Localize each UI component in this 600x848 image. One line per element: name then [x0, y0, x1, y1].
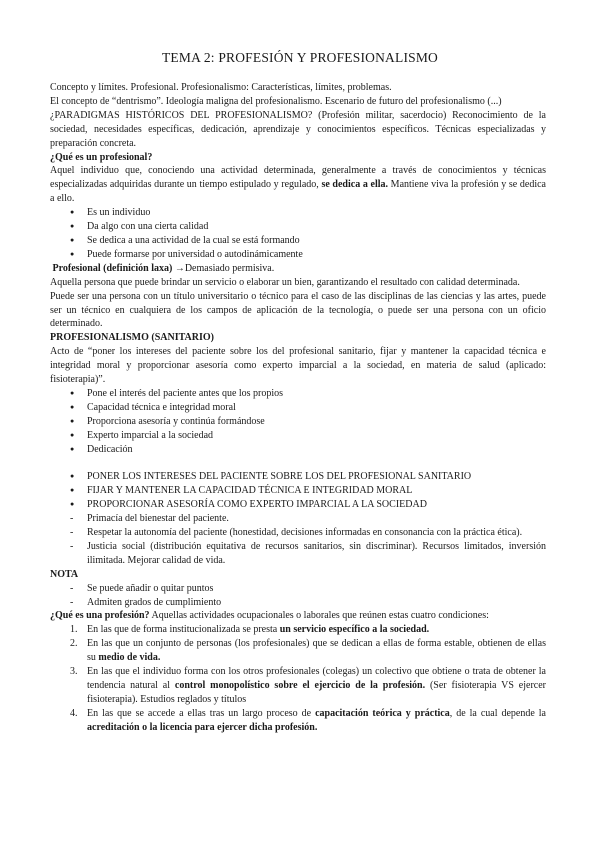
intro-line-2: El concepto de “dentrismo”. Ideología maligna del profesionalismo. Escenario de futuro del profesionalismo (...): [50, 95, 502, 107]
item-number: 4.: [70, 707, 78, 719]
profesional-bullets: [50, 206, 546, 262]
profesional-heading: ¿Qué es un profesional?: [50, 151, 153, 163]
sanitario-definition: Acto de “poner los intereses del paciente sobre los del profesional sanitario, fijar y mantener la capacidad técnica e integridad moral y proporcionar asesoría como experto imparcial a la sociedad, en materia de salud (aplicado: fisioterapia)”.: [50, 346, 546, 386]
intro-line-1: Concepto y límites. Profesional. Profesionalismo: Características, límites, problemas.: [50, 82, 392, 93]
item-text: En las que un conjunto de personas (los profesionales) que se dedican a ellas de forma estable, obtienen de ellas su: [87, 638, 546, 664]
profesional-text-a: Aquel individuo que, conociendo una actividad determinada, generalmente a través de conocimientos y técnicas especializadas adquiridas durante un tiempo estipulado y regulado,: [50, 165, 546, 191]
list-item: ● Dedicación: [50, 443, 546, 457]
profesional-definition: [50, 164, 546, 206]
list-item: ● Es un individuo: [50, 206, 546, 220]
laxa-heading-line: [50, 262, 546, 276]
profesional-text-b: Mantiene viva la profesión y se dedica a ello.: [50, 179, 546, 205]
list-item: [50, 665, 546, 707]
list-item: - Primacía del bienestar del paciente.: [50, 512, 546, 526]
item-bold-2: acreditación o la licencia para ejercer dicha profesión.: [87, 721, 318, 733]
item-bold: control monopolístico sobre el ejercicio de la profesión.: [174, 679, 426, 691]
list-item: ● Proporciona asesoría y continúa formándose: [50, 415, 546, 429]
list-item: - Se puede añadir o quitar puntos: [50, 582, 546, 596]
spacer: [50, 456, 546, 470]
item-text: En las que de forma institucionalizada se presta: [87, 624, 280, 636]
list-item: ● PROPORCIONAR ASESORÍA COMO EXPERTO IMPARCIAL A LA SOCIEDAD: [50, 498, 546, 512]
item-bold: medio de vida.: [98, 652, 161, 664]
list-item: - Respetar la autonomía del paciente (honestidad, decisiones informadas en consonancia con la práctica ética).: [50, 526, 546, 540]
intro-line-3: ¿PARADIGMAS HISTÓRICOS DEL PROFESIONALISMO? (Profesión militar, sacerdocio) Reconocimiento de la sociedad, necesidades específicas, dedicación, aprendizaje y conocimientos específicos. Técnicas especializadas y preparación concreta.: [50, 109, 546, 149]
list-item: [50, 637, 546, 665]
list-item: ● Puede formarse por universidad o autodinámicamente: [50, 248, 546, 262]
profesion-conditions: [50, 623, 546, 734]
laxa-suffix: →Demasiado permisiva.: [172, 262, 275, 274]
item-bold: un servicio específico a la sociedad.: [279, 624, 430, 636]
profesional-text-bold: se dedica a ella.: [321, 179, 389, 191]
item-number: 1.: [70, 624, 78, 636]
sanitario-caps-bullets: [50, 470, 546, 512]
nota-dashes: [50, 582, 546, 610]
list-item: - Admiten grados de cumplimiento: [50, 596, 546, 610]
item-number: 3.: [70, 666, 78, 678]
list-item: ● Capacidad técnica e integridad moral: [50, 401, 546, 415]
item-text: En las que el individuo forma con los otros profesionales (colegas) un colectivo que obtiene o trata de obtener la tendencia natural al: [87, 666, 546, 691]
item-bold: capacitación teórica y práctica: [315, 707, 450, 719]
nota-heading: NOTA: [50, 568, 79, 580]
profesion-text: Aquellas actividades ocupacionales o laborales que reúnen estas cuatro condiciones:: [149, 610, 489, 622]
list-item: ● Pone el interés del paciente antes que los propios: [50, 387, 546, 401]
list-item: [50, 623, 546, 637]
laxa-heading: Profesional (definición laxa): [52, 262, 173, 274]
laxa-paragraph-1: Aquella persona que puede brindar un servicio o elaborar un bien, garantizando el resultado con calidad determinada.: [50, 276, 520, 288]
item-text-after: (Ser fisioterapia VS ejercer fisioterapia). Estudios reglados y títulos: [87, 679, 546, 705]
profesion-definition: [50, 609, 546, 623]
sanitario-bullets: [50, 387, 546, 457]
item-text: En las que se accede a ellas tras un largo proceso de: [87, 707, 316, 719]
list-item: ● PONER LOS INTERESES DEL PACIENTE SOBRE LOS DEL PROFESIONAL SANITARIO: [50, 470, 546, 484]
profesion-heading: ¿Qué es una profesión?: [50, 610, 150, 622]
document-body: [50, 81, 546, 735]
list-item: ● Se dedica a una actividad de la cual se está formando: [50, 234, 546, 248]
sanitario-dashes: [50, 512, 546, 568]
list-item: - Justicia social (distribución equitativa de recursos sanitarios, sin discriminar). Recursos limitados, inversión ilimitada. Mejorar calidad de vida.: [50, 540, 546, 568]
sanitario-heading: PROFESIONALISMO (SANITARIO): [50, 332, 214, 344]
list-item: ● Da algo con una cierta calidad: [50, 220, 546, 234]
page-title: TEMA 2: PROFESIÓN Y PROFESIONALISMO: [161, 50, 439, 65]
list-item: ● FIJAR Y MANTENER LA CAPACIDAD TÉCNICA E INTEGRIDAD MORAL: [50, 484, 546, 498]
laxa-paragraph-2: Puede ser una persona con un título universitario o técnico para el caso de las disciplinas de las ciencias y las artes, puede ser un técnico en cualquiera de los campos de aplicación de la tecnología, o puede ser una persona con un oficio determinado.: [50, 290, 546, 330]
list-item: ● Experto imparcial a la sociedad: [50, 429, 546, 443]
item-text-after: , de la cual depende la: [449, 707, 546, 719]
list-item: [50, 707, 546, 735]
item-number: 2.: [70, 638, 78, 650]
